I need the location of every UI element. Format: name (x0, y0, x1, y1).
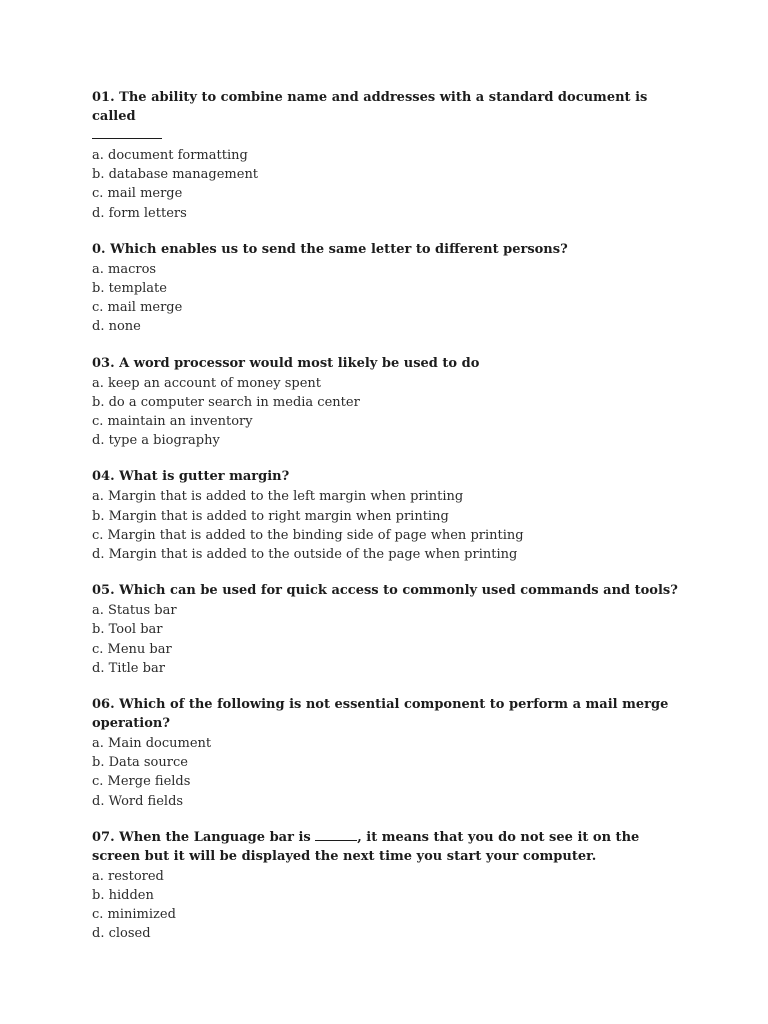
answer-blank (315, 828, 357, 841)
option-a: a. Margin that is added to the left margin when printing (92, 489, 464, 505)
question-7 (92, 828, 682, 944)
option-d: d. Word fields (92, 793, 184, 809)
option-a: a. macros (92, 261, 157, 277)
options-list (92, 146, 682, 223)
option-b: b. Data source (92, 755, 188, 771)
option-b: b. hidden (92, 888, 154, 904)
question-3 (92, 354, 682, 451)
options-list (92, 867, 682, 944)
question-1 (92, 88, 682, 223)
option-d: d. Title bar (92, 660, 165, 676)
option-c: c. maintain an inventory (92, 414, 253, 430)
option-d: d. closed (92, 926, 151, 942)
option-c: c. Merge fields (92, 774, 191, 790)
options-list (92, 487, 682, 564)
option-d: d. form letters (92, 205, 187, 221)
option-a: a. keep an account of money spent (92, 375, 321, 391)
option-d: d. Margin that is added to the outside of the page when printing (92, 547, 518, 563)
answer-blank (92, 126, 162, 139)
option-b: b. Tool bar (92, 622, 163, 638)
question-text: 03. A word processor would most likely be used to do (92, 355, 480, 371)
option-d: d. none (92, 319, 141, 335)
option-a: a. restored (92, 868, 164, 884)
document-page (92, 88, 682, 961)
question-text: 04. What is gutter margin? (92, 469, 290, 485)
question-text: 05. Which can be used for quick access to commonly used commands and tools? (92, 583, 678, 599)
option-c: c. Menu bar (92, 641, 172, 657)
question-5 (92, 581, 682, 678)
options-list (92, 374, 682, 451)
question-text: 0. Which enables us to send the same letter to different persons? (92, 241, 568, 257)
option-c: c. minimized (92, 907, 176, 923)
question-2 (92, 240, 682, 337)
question-text: 06. Which of the following is not essential component to perform a mail merge operation? (92, 697, 669, 732)
question-text: 01. The ability to combine name and addresses with a standard document is called (92, 88, 682, 145)
question-6 (92, 695, 682, 811)
option-b: b. do a computer search in media center (92, 394, 360, 410)
option-a: a. Main document (92, 736, 212, 752)
option-a: a. Status bar (92, 603, 177, 619)
option-c: c. mail merge (92, 186, 183, 202)
options-list (92, 601, 682, 678)
option-b: b. template (92, 281, 167, 297)
option-b: b. database management (92, 167, 259, 183)
option-c: c. mail merge (92, 300, 183, 316)
option-c: c. Margin that is added to the binding side of page when printing (92, 527, 524, 543)
option-b: b. Margin that is added to right margin when printing (92, 508, 449, 524)
question-text: 07. When the Language bar is , it means that you do not see it on the screen but it will be displayed the next time you start your computer. (92, 829, 640, 864)
options-list (92, 734, 682, 811)
options-list (92, 260, 682, 337)
option-d: d. type a biography (92, 433, 220, 449)
question-4 (92, 467, 682, 564)
option-a: a. document formatting (92, 148, 248, 163)
